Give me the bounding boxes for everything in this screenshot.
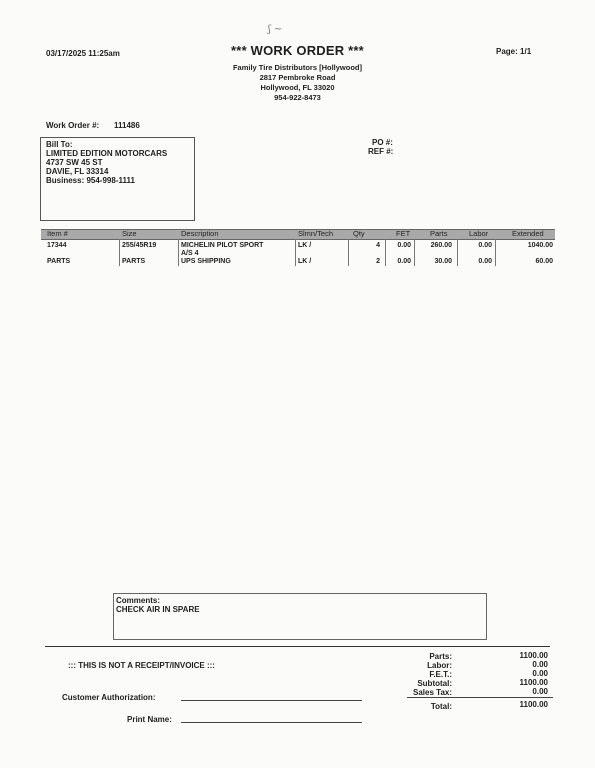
bill-to-business-phone: Business: 954-998-1111 <box>46 176 135 185</box>
row2-extended: 60.00 <box>535 258 553 265</box>
col-header-fet: FET <box>396 229 411 238</box>
totals-total-value: 1100.00 <box>519 700 548 709</box>
totals-labor-label: Labor: <box>427 661 452 670</box>
comments-box <box>113 593 487 640</box>
comments-text: CHECK AIR IN SPARE <box>116 605 200 614</box>
company-name: Family Tire Distributors [Hollywood] <box>232 63 363 72</box>
page-indicator <box>496 47 531 56</box>
row2-labor: 0.00 <box>478 258 492 265</box>
totals-fet-value: 0.00 <box>532 669 548 678</box>
handwritten-mark: ʃ ∼ <box>268 24 283 35</box>
col-header-parts: Parts <box>430 229 448 238</box>
totals-sales-tax-value: 0.00 <box>532 687 548 696</box>
company-street: 2817 Pembroke Road <box>259 73 336 82</box>
row1-description-cont: A/S 4 <box>181 250 199 257</box>
column-divider <box>119 239 120 266</box>
totals-parts-value: 1100.00 <box>519 651 548 660</box>
row2-fet: 0.00 <box>397 258 411 265</box>
totals-sales-tax-label: Sales Tax: <box>413 688 452 697</box>
totals-parts-label: Parts: <box>429 652 452 661</box>
row1-labor: 0.00 <box>478 242 492 249</box>
customer-authorization-line[interactable] <box>181 700 362 701</box>
ref-label: REF #: <box>368 147 394 156</box>
column-divider <box>348 239 349 266</box>
not-receipt-notice: ::: THIS IS NOT A RECEIPT/INVOICE ::: <box>68 661 215 670</box>
comments-label: Comments: <box>116 596 161 605</box>
row1-fet: 0.00 <box>397 242 411 249</box>
col-header-item: Item # <box>47 229 68 238</box>
print-name-label: Print Name: <box>127 715 172 724</box>
column-divider <box>295 239 296 266</box>
row1-qty: 4 <box>376 242 380 249</box>
row1-item: 17344 <box>47 242 67 249</box>
customer-authorization-label: Customer Authorization: <box>62 693 156 702</box>
row1-parts: 260.00 <box>430 242 452 249</box>
row2-size: PARTS <box>122 258 146 265</box>
po-label: PO #: <box>372 138 393 147</box>
row2-item: PARTS <box>47 258 71 265</box>
bill-to-name: LIMITED EDITION MOTORCARS <box>46 149 168 158</box>
print-datetime: 03/17/2025 11:25am <box>46 49 120 58</box>
bill-to-label: Bill To: <box>46 140 73 149</box>
bill-to-street: 4737 SW 45 ST <box>46 158 103 167</box>
col-header-size: Size <box>122 229 137 238</box>
column-divider <box>414 239 415 266</box>
column-divider <box>457 239 458 266</box>
row1-extended: 1040.00 <box>527 242 553 249</box>
totals-subtotal-value: 1100.00 <box>519 678 548 687</box>
work-order-label: Work Order #: <box>46 121 100 130</box>
totals-subtotal-label: Subtotal: <box>417 679 452 688</box>
row1-tech: LK / <box>298 242 312 249</box>
company-phone: 954-922-8473 <box>274 93 321 102</box>
footer-divider <box>45 646 550 647</box>
totals-total-label: Total: <box>430 702 452 711</box>
print-name-line[interactable] <box>181 722 362 723</box>
col-header-description: Description <box>181 229 219 238</box>
totals-labor-value: 0.00 <box>532 660 548 669</box>
col-header-slmn-tech: Slmn/Tech <box>298 229 334 238</box>
col-header-qty: Qty <box>353 229 365 238</box>
page-value: 1/1 <box>520 47 532 56</box>
column-divider <box>178 239 179 266</box>
row1-size: 255/45R19 <box>122 242 157 249</box>
document-title: *** WORK ORDER *** <box>231 43 364 58</box>
company-city: Hollywood, FL 33020 <box>260 83 335 92</box>
row2-parts: 30.00 <box>434 258 452 265</box>
bill-to-city: DAVIE, FL 33314 <box>46 167 109 176</box>
row2-tech: LK / <box>298 258 312 265</box>
work-order-number: 111486 <box>114 121 140 130</box>
totals-fet-label: F.E.T.: <box>429 670 452 679</box>
row1-description: MICHELIN PILOT SPORT <box>181 242 264 249</box>
row2-description: UPS SHIPPING <box>181 258 231 265</box>
column-divider <box>495 239 496 266</box>
col-header-extended: Extended <box>512 229 544 238</box>
row2-qty: 2 <box>376 258 380 265</box>
totals-rule <box>407 697 553 698</box>
page-label: Page: <box>496 47 518 56</box>
col-header-labor: Labor <box>469 229 489 238</box>
